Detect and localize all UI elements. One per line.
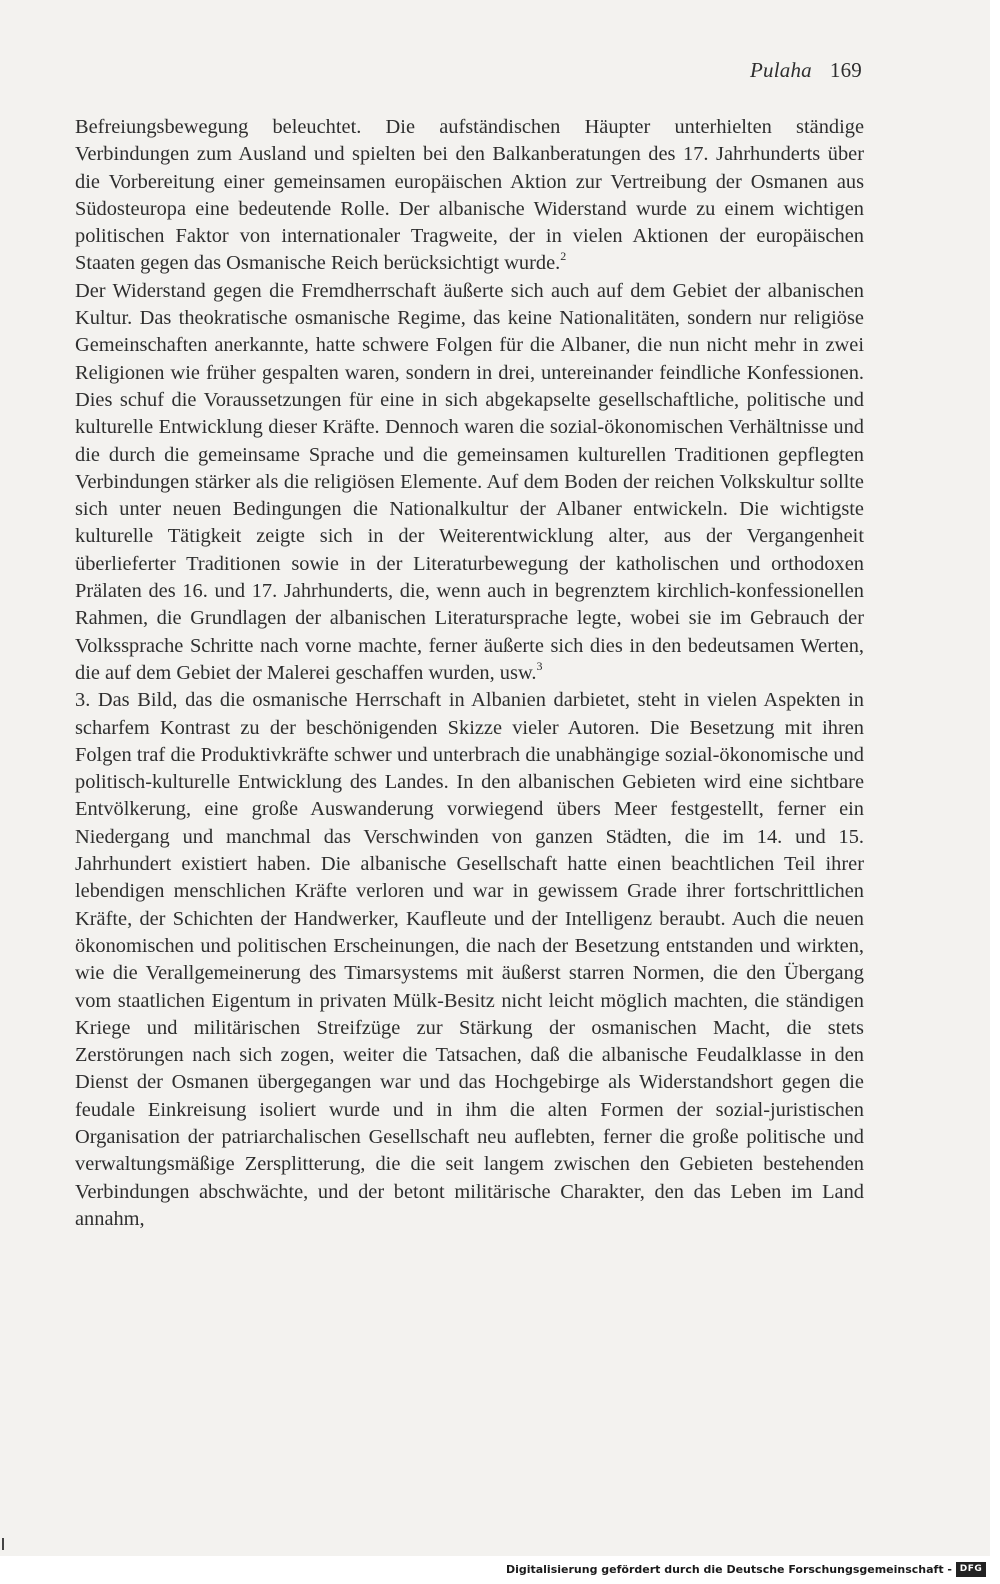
page-header [750,58,862,83]
body-text [75,114,864,1233]
scan-margin [990,0,1000,1584]
footnote-marker-2: 2 [560,249,567,264]
paragraph-2 [75,278,864,687]
footer-credit: Digitalisierung gefördert durch die Deutsche Forschungsgemeinschaft - [505,1563,952,1576]
paragraph-3 [75,687,864,1233]
paragraph-3-text: 3. Das Bild, das die osmanische Herrschaft in Albanien darbietet, steht in vielen Aspekten in scharfem Kontrast zu der beschönigenden Skizze vieler Autoren. Die Besetzung mit ihren Folgen traf die Produktivkräfte schwer und unterbrach die unabhängige sozial-ökonomische und politisch-kulturelle Entwicklung des Landes. In den albanischen Gebieten wird eine sichtbare Entvölkerung, eine große Auswanderung vorwiegend übers Meer festgestellt, ferner ein Niedergang und manchmal das Verschwinden von ganzen Städten, die im 14. und 15. Jahrhundert existiert haben. Die albanische Gesellschaft hatte einen beachtlichen Teil ihrer lebendigen menschlichen Kräfte verloren und war in gewissem Grade ihrer fortschrittlichen Kräfte, der Schichten der Handwerker, Kaufleute und der Intelligenz beraubt. Auch die neuen ökonomischen und politischen Erscheinungen, die nach der Besetzung entstanden und wirkten, wie die Verallgemeinerung des Timarsystems mit äußerst starren Normen, die den Übergang vom staatlichen Eigentum in privaten Mülk-Besitz nicht leicht möglich machten, die ständigen Kriege und militärischen Streifzüge zur Stärkung der osmanischen Macht, die stets Zerstörungen nach sich zogen, weiter die Tatsachen, daß die albanische Feudalklasse in den Dienst der Osmanen übergegangen war und das Hochgebirge als Widerstandshort gegen die feudale Einkreisung isoliert wurde und in ihm die alten Formen der sozial-juristischen Organisation der patriarchalischen Gesellschaft neu auflebten, ferner die große politische und verwaltungsmäßige Zersplitterung, die die seit langem zwischen den Gebieten bestehenden Verbindungen abschwächte, und der betont militärische Charakter, den das Leben im Land annahm, [75,689,864,1230]
paragraph-1 [75,114,864,278]
dfg-logo-icon: DFG [956,1562,986,1577]
paragraph-1-text: Befreiungsbewegung beleuchtet. Die aufständischen Häupter unterhielten ständige Verbindungen zum Ausland und spielten bei den Balkanberatungen des 17. Jahrhunderts über die Vorbereitung einer gemeinsamen europäischen Aktion zur Vertreibung der Osmanen aus Südosteuropa eine bedeutende Rolle. Der albanische Widerstand wurde zu einem wichtigen politischen Faktor von internationaler Tragweite, der in vielen Aktionen der europäischen Staaten gegen das Osmanische Reich berücksichtigt wurde. [75,116,864,275]
footer-bar [0,1556,1000,1584]
running-title: Pulaha [750,58,812,82]
page-number: 169 [829,58,862,82]
footnote-marker-3: 3 [536,658,543,673]
scan-edge-mark [2,1538,4,1550]
paragraph-2-text: Der Widerstand gegen die Fremdherrschaft äußerte sich auch auf dem Gebiet der albanischen Kultur. Das theokratische osmanische Regime, das keine Nationalitäten, sondern nur religiöse Gemeinschaften anerkannte, hatte schwere Folgen für die Albaner, die nun nicht mehr in zwei Religionen wie früher gespalten waren, sondern in drei, untereinander feindliche Konfessionen. Dies schuf die Voraussetzungen für eine in sich abgekapselte gesellschaftliche, politische und kulturelle Entwicklung dieser Kräfte. Dennoch waren die sozial-ökonomischen Verhältnisse und die durch die gemeinsame Sprache und die gemeinsamen kulturellen Traditionen gepflegten Verbindungen stärker als die religiösen Elemente. Auf dem Boden der reichen Volkskultur sollte sich unter neuen Bedingungen die Nationalkultur der Albaner entwickeln. Die wichtigste kulturelle Tätigkeit zeigte sich in der Weiterentwicklung alter, aus der Vergangenheit überlieferter Traditionen sowie in der Literaturbewegung der katholischen und orthodoxen Prälaten des 16. und 17. Jahrhunderts, die, wenn auch in begrenztem kirchlich-konfessionellen Rahmen, die Grundlagen der albanischen Literatursprache legte, wobei sie im Gebrauch der Volkssprache Schritte nach vorne machte, ferner äußerte sich dies in den bedeutsamen Werten, die auf dem Gebiet der Malerei geschaffen wurden, usw. [75,279,864,684]
